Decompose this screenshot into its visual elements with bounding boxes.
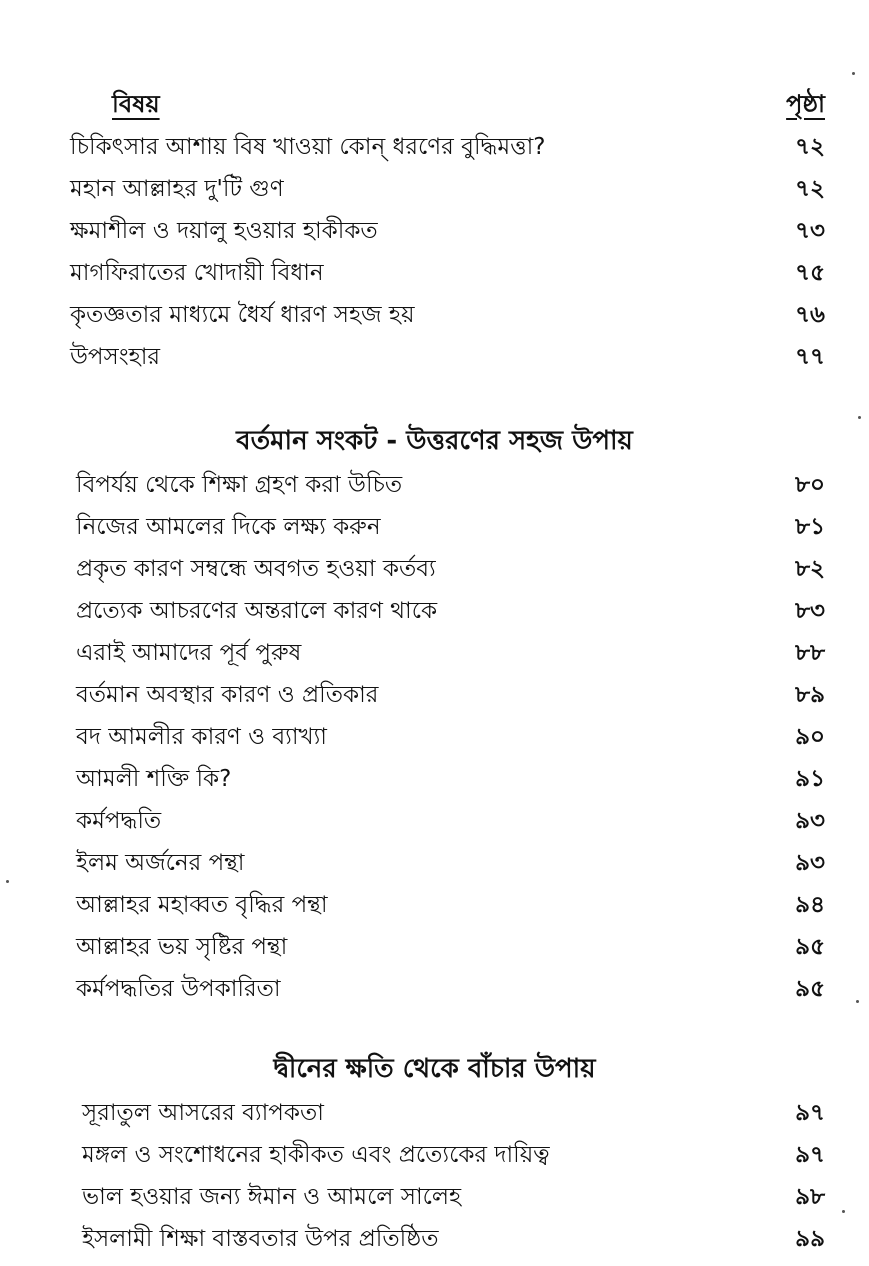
toc-entry [0, 970, 869, 1012]
toc-entry [0, 928, 869, 970]
toc-entry [0, 802, 869, 844]
toc-entry-title: বিপর্যয় থেকে শিক্ষা গ্রহণ করা উচিত [76, 472, 403, 498]
toc-entry [0, 844, 869, 886]
section-heading: দ্বীনের ক্ষতি থেকে বাঁচার উপায় [273, 1054, 596, 1084]
toc-entry-title: বদ আমলীর কারণ ও ব্যাখ্যা [76, 724, 327, 750]
toc-entry-title: ক্ষমাশীল ও দয়ালু হওয়ার হাকীকত [70, 218, 378, 244]
toc-entry-page: ৯৫ [795, 934, 825, 960]
toc-entry-title: বর্তমান অবস্থার কারণ ও প্রতিকার [76, 682, 379, 708]
toc-entry-page: ৭৭ [795, 344, 825, 370]
toc-entry-page: ৯১ [795, 766, 825, 792]
scan-speck [858, 416, 861, 419]
toc-entry-title: ইলম অর্জনের পন্থা [76, 850, 245, 876]
toc-entry-title: প্রকৃত কারণ সম্বন্ধে অবগত হওয়া কর্তব্য [76, 556, 436, 582]
toc-entry-title: উপসংহার [70, 344, 161, 370]
toc-entry-page: ৭৩ [795, 218, 825, 244]
toc-entry [0, 676, 869, 718]
toc-entry-title: চিকিৎসার আশায় বিষ খাওয়া কোন্ ধরণের বুদ্ধিমত্তা? [70, 134, 546, 160]
toc-entry [0, 1220, 869, 1262]
toc-entry-page: ৯৪ [795, 892, 825, 918]
toc-entry-page: ৯৯ [795, 1226, 825, 1252]
toc-entry-page: ৮০ [795, 472, 825, 498]
page-column-header: পৃষ্ঠা [786, 90, 825, 118]
toc-entry [0, 592, 869, 634]
scan-speck [856, 1000, 859, 1003]
toc-entry-title: এরাই আমাদের পূর্ব পুরুষ [76, 640, 302, 666]
toc-entry-title: কৃতজ্ঞতার মাধ্যমে ধৈর্য ধারণ সহজ হয় [70, 302, 415, 328]
toc-entry-title: নিজের আমলের দিকে লক্ষ্য করুন [76, 514, 381, 540]
toc-entry-page: ৭২ [795, 176, 825, 202]
toc-entry-title: আল্লাহর ভয় সৃষ্টির পন্থা [76, 934, 288, 960]
toc-entry [0, 1094, 869, 1136]
toc-entry-page: ৮১ [795, 514, 825, 540]
toc-entry-title: কর্মপদ্ধতি [76, 808, 162, 834]
toc-entry-page: ৯৭ [795, 1100, 825, 1126]
toc-entry-page: ৭৬ [795, 302, 825, 328]
toc-entry-page: ৮৩ [795, 598, 825, 624]
toc-entry-title: ভাল হওয়ার জন্য ঈমান ও আমলে সালেহ [82, 1184, 462, 1210]
column-header-row [0, 86, 869, 126]
toc-entry-page: ৭৫ [795, 260, 825, 286]
toc-entry-page: ৯৩ [795, 808, 825, 834]
toc-entry [0, 718, 869, 760]
toc-entry [0, 338, 869, 380]
toc-entry [0, 886, 869, 928]
scan-speck [6, 880, 9, 883]
scan-speck [852, 72, 855, 75]
toc-entry [0, 1136, 869, 1178]
toc-entry-page: ৯৩ [795, 850, 825, 876]
toc-entry-page: ৯০ [795, 724, 825, 750]
scan-speck [842, 1210, 845, 1213]
topic-column-header: বিষয় [112, 90, 160, 118]
toc-entry [0, 634, 869, 676]
toc-entry-page: ৮২ [795, 556, 825, 582]
toc-entry-title: মহান আল্লাহর দু'টি গুণ [70, 176, 284, 202]
toc-entry-page: ৮৯ [795, 682, 825, 708]
toc-entry [0, 760, 869, 802]
toc-entry [0, 212, 869, 254]
toc-entry-title: সূরাতুল আসরের ব্যাপকতা [82, 1100, 324, 1126]
toc-entry [0, 296, 869, 338]
toc-entry-page: ৭২ [795, 134, 825, 160]
toc-entry-title: কর্মপদ্ধতির উপকারিতা [76, 976, 281, 1002]
toc-entry [0, 550, 869, 592]
toc-entry-page: ৯৮ [795, 1184, 825, 1210]
toc-entry [0, 170, 869, 212]
toc-entry [0, 508, 869, 550]
toc-entry-page: ৮৮ [795, 640, 825, 666]
toc-entry [0, 254, 869, 296]
toc-entry-title: মাগফিরাতের খোদায়ী বিধান [70, 260, 324, 286]
toc-entry-page: ৯৭ [795, 1142, 825, 1168]
toc-entry [0, 128, 869, 170]
toc-entry-title: ইসলামী শিক্ষা বাস্তবতার উপর প্রতিষ্ঠিত [82, 1226, 439, 1252]
toc-entry-title: প্রত্যেক আচরণের অন্তরালে কারণ থাকে [76, 598, 438, 624]
section-heading: বর্তমান সংকট - উত্তরণের সহজ উপায় [236, 426, 633, 456]
toc-entry-title: আমলী শক্তি কি? [76, 766, 232, 792]
toc-entry-title: মঙ্গল ও সংশোধনের হাকীকত এবং প্রত্যেকের দায়িত্ব [82, 1142, 550, 1168]
toc-entry [0, 466, 869, 508]
toc-entry-title: আল্লাহর মহাব্বত বৃদ্ধির পন্থা [76, 892, 328, 918]
toc-entry-page: ৯৫ [795, 976, 825, 1002]
toc-entry [0, 1178, 869, 1220]
